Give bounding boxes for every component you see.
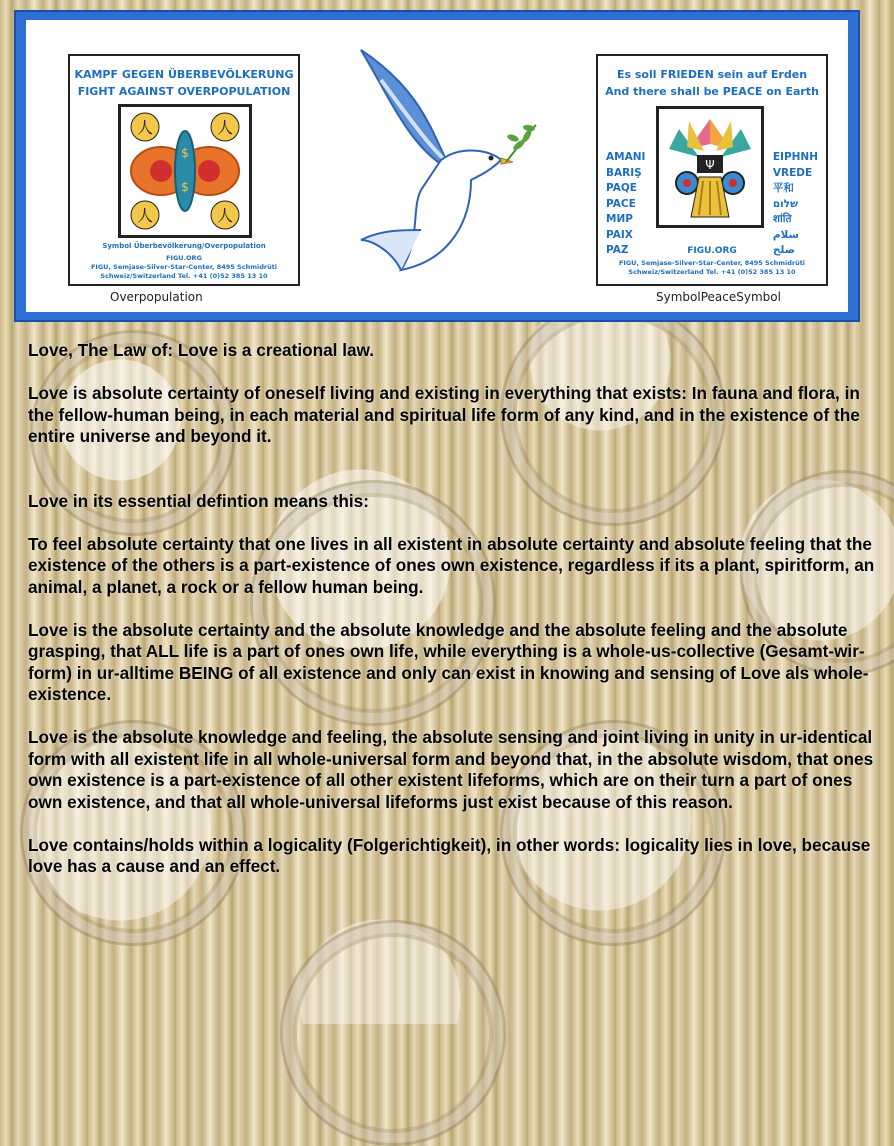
overpopulation-caption: Overpopulation	[110, 290, 203, 304]
paragraph: Love is the absolute knowledge and feeling, the absolute sensing and joint living in unity in ur-identical form with all existent life in all whole-universal form and beyond that, in the absolute wisdom, that ones own existence is a part-existence of all other existent lifeforms, which are on their turn a part of ones own existence, and that all whole-universal lifeforms just exist because of this reason.	[28, 727, 874, 812]
header-banner	[14, 10, 860, 322]
svg-text:$: $	[181, 146, 189, 160]
paragraph: Love contains/holds within a logicality (Folgerichtigkeit), in other words: logicality lies in love, because love has a cause and an effect.	[28, 834, 871, 876]
svg-text:Ψ: Ψ	[705, 158, 715, 172]
symbol-caption: Symbol Überbevölkerung/Overpopulation	[102, 242, 266, 250]
svg-text:人: 人	[136, 206, 154, 225]
article-body	[28, 340, 888, 899]
overpopulation-title: KAMPF GEGEN ÜBERBEVÖLKERUNG FIGHT AGAINST OVERPOPULATION	[74, 68, 294, 98]
peace-words-left: AMANI BARIŞ PAQE PACE МИР PAIX PAZ	[606, 151, 646, 256]
peace-caption: SymbolPeaceSymbol	[656, 290, 781, 304]
overpopulation-symbol	[118, 104, 252, 238]
peace-symbol	[656, 106, 764, 228]
peace-card	[596, 54, 828, 286]
paragraph-title: Love, The Law of: Love is a creational law.	[28, 340, 375, 360]
org-name: FIGU.ORG	[687, 246, 737, 256]
org-contact: Schweiz/Switzerland Tel. +41 (0)52 385 13 10	[100, 272, 268, 280]
org-contact: Schweiz/Switzerland Tel. +41 (0)52 385 13 10	[628, 268, 796, 276]
paragraph-subheading: Love in its essential defintion means this:	[28, 490, 369, 511]
paragraph: To feel absolute certainty that one lives in all existent in absolute certainty and absolute feeling that the existence of the others is a part-existence of ones own existence, regardless if its a plant, spiritform, an animal, a planet, a rock or a fellow human being.	[28, 533, 875, 597]
svg-text:人: 人	[216, 118, 234, 137]
org-address: FIGU, Semjase-Silver-Star-Center, 8495 Schmidrüti	[618, 259, 806, 267]
overpopulation-symbol-icon	[121, 107, 249, 235]
peace-words-right: ΕΙΡΗΝΗ VREDE 平和 שלום शांति سلام صلح	[772, 151, 818, 256]
svg-text:人: 人	[216, 206, 234, 225]
paragraph: Love is the absolute certainty and the absolute knowledge and the absolute feeling and the absolute grasping, that ALL life is a part of ones own life, while everything is a whole-us-collective (Gesamt-wir-form) in ur-alltime BEING of all existence and only can exist in knowing and sensing of Love als whole-existence.	[28, 619, 869, 704]
header-inner	[26, 20, 848, 312]
svg-text:$: $	[181, 180, 189, 194]
svg-text:人: 人	[136, 118, 154, 137]
peace-symbol-icon	[659, 109, 761, 225]
paragraph: Love is absolute certainty of oneself living and existing in everything that exists: In fauna and flora, in the fellow-human being, in each material and spiritual life form of any kind, and in the existence of the entire universe and beyond it.	[28, 383, 860, 446]
org-address: FIGU, Semjase-Silver-Star-Center, 8495 Schmidrüti	[90, 263, 278, 271]
background-seal	[280, 920, 506, 1146]
org-name: FIGU.ORG	[166, 254, 202, 262]
peace-dove-icon	[341, 40, 541, 280]
overpopulation-card	[68, 54, 300, 286]
peace-title: Es soll FRIEDEN sein auf Erden And there shall be PEACE on Earth	[605, 68, 819, 98]
